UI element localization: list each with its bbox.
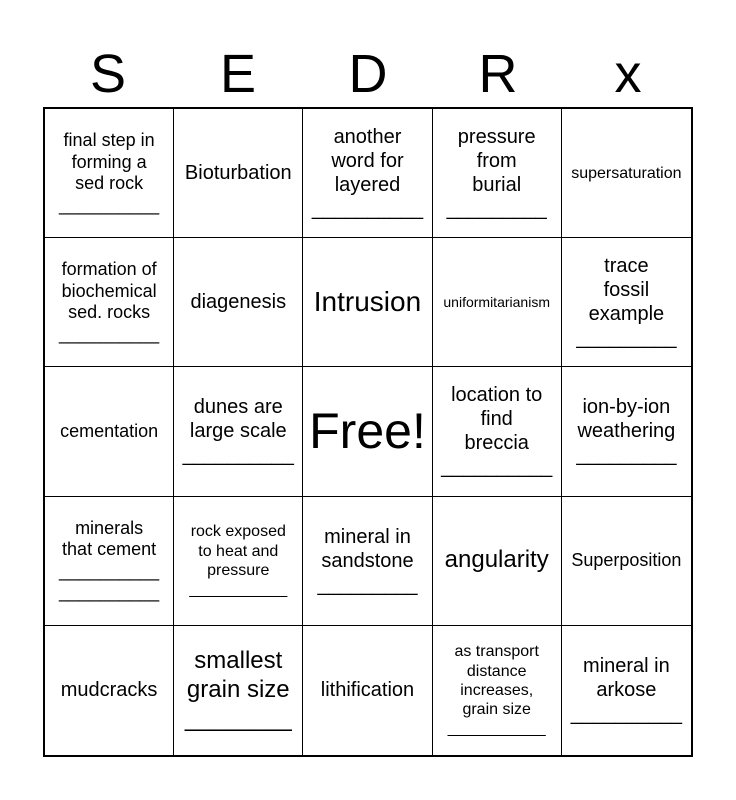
header-letter-x: x [614,44,642,104]
cell-text: dunes are large scale __________ [182,396,294,467]
cell-text: formation of biochemical sed. rocks __________ [59,259,160,344]
bingo-cell[interactable] [562,238,691,367]
bingo-cell[interactable] [303,497,432,626]
bingo-cell[interactable] [174,367,303,496]
bingo-cell[interactable] [433,238,562,367]
cell-text: another word for layered __________ [311,126,424,221]
cell-text: diagenesis [190,291,287,314]
free-space-text: Free! [309,403,426,460]
cell-text: minerals that cement __________ __________ [59,517,160,603]
bingo-cell[interactable] [303,109,432,238]
cell-text: mineral in arkose __________ [570,655,682,726]
bingo-cell[interactable] [45,109,174,238]
header-letter-e: E [219,44,257,104]
bingo-cell[interactable] [562,109,691,238]
cell-text: final step in forming a sed rock __________ [59,129,160,215]
header-letter-r: R [478,44,518,104]
bingo-cell[interactable] [45,238,174,367]
cell-text: uniformitarianism [443,293,550,310]
cell-text: trace fossil example _________ [576,255,677,350]
bingo-cell[interactable] [433,109,562,238]
bingo-cell[interactable] [562,367,691,496]
bingo-cell[interactable] [433,626,562,755]
cell-text: as transport distance increases, grain size ___________ [447,643,546,738]
bingo-cell[interactable] [45,367,174,496]
cell-text: rock exposed to heat and pressure ___________ [189,523,288,598]
cell-text: supersaturation [571,164,682,182]
cell-text: cementation [60,420,159,441]
bingo-cell[interactable] [562,626,691,755]
header-letter-s: S [89,44,127,104]
bingo-cell[interactable] [174,626,303,755]
bingo-cell[interactable] [174,238,303,367]
bingo-cell[interactable] [562,497,691,626]
header-letter-d: D [348,44,388,104]
cell-text: pressure from burial _________ [446,126,547,221]
cell-text: smallest grain size ________ [184,647,292,732]
bingo-cell[interactable] [45,626,174,755]
free-space-cell[interactable] [303,367,432,496]
bingo-board [43,107,693,757]
bingo-cell[interactable] [303,238,432,367]
cell-text: Bioturbation [184,162,292,185]
bingo-cell[interactable] [174,497,303,626]
cell-text: Superposition [571,549,682,570]
cell-text: angularity [444,546,549,574]
bingo-cell[interactable] [433,367,562,496]
cell-text: location to find breccia __________ [441,384,553,479]
bingo-header [43,42,693,106]
bingo-cell[interactable] [303,626,432,755]
cell-text: ion-by-ion weathering _________ [576,396,677,467]
cell-text: lithification [320,679,415,702]
cell-text: mineral in sandstone _________ [317,525,418,596]
bingo-cell[interactable] [433,497,562,626]
bingo-cell[interactable] [174,109,303,238]
cell-text: mudcracks [60,679,158,702]
bingo-cell[interactable] [45,497,174,626]
cell-text: Intrusion [313,286,422,318]
